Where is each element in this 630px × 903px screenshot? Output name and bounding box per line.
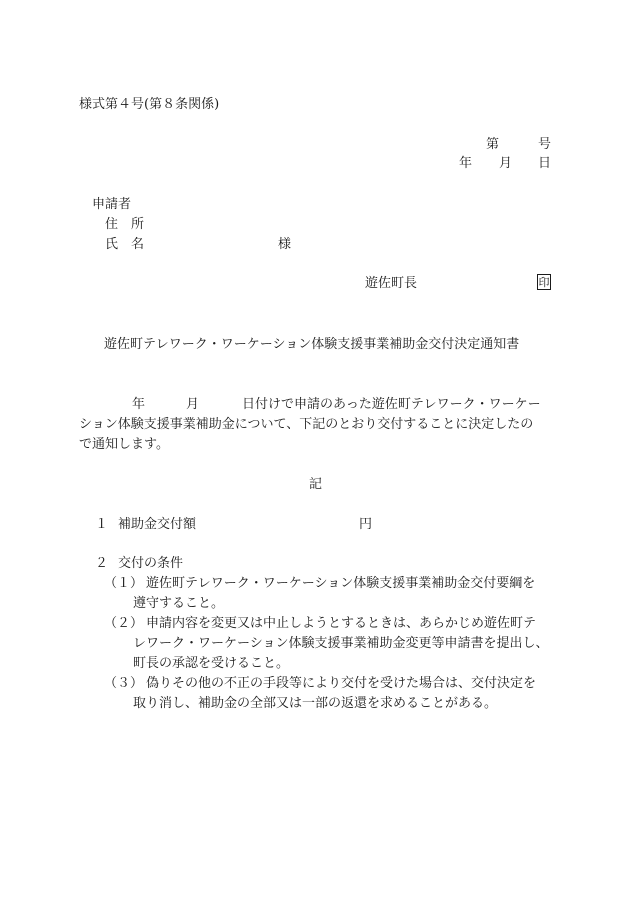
issuer-title: 遊佐町長 [365, 276, 418, 291]
date-day: 日 [538, 156, 552, 171]
date-year: 年 [459, 156, 473, 171]
applicant-address-label: 住 所 [105, 217, 145, 232]
condition-3-number: （３） [104, 676, 144, 691]
condition-1-line2: 遵守すること。 [133, 596, 225, 611]
ki-heading: 記 [309, 477, 323, 492]
body-line3: で通知します。 [79, 437, 169, 452]
condition-3-line1: 偽りその他の不正の手段等により交付を受けた場合は、交付決定を [146, 676, 537, 691]
body-month: 月 [186, 397, 200, 412]
form-number: 様式第４号(第８条関係) [79, 97, 220, 112]
section1-label: 補助金交付額 [118, 517, 197, 532]
condition-2-line1: 申請内容を変更又は中止しようとするときは、あらかじめ遊佐町テ [146, 616, 537, 631]
applicant-honorific: 様 [278, 237, 292, 252]
doc-number-dai: 第 [486, 137, 500, 152]
body-line2: ション体験支援事業補助金について、下記のとおり交付することに決定したの [79, 417, 534, 432]
section2-number: ２ [95, 556, 109, 571]
condition-1-number: （１） [104, 576, 144, 591]
document-title: 遊佐町テレワーク・ワーケーション体験支援事業補助金交付決定通知書 [104, 337, 520, 352]
condition-2-line2: レワーク・ワーケーション体験支援事業補助金変更等申請書を提出し、 [133, 636, 549, 651]
condition-3-line2: 取り消し、補助金の全部又は一部の返還を求めることがある。 [133, 696, 498, 711]
condition-1-line1: 遊佐町テレワーク・ワーケーション体験支援事業補助金交付要綱を [146, 576, 536, 591]
seal-mark: 印 [538, 275, 550, 289]
section2-label: 交付の条件 [118, 556, 184, 571]
doc-number-go: 号 [538, 137, 552, 152]
applicant-name-label: 氏 名 [105, 237, 145, 252]
condition-2-line3: 町長の承認を受けること。 [133, 656, 290, 671]
section1-number: １ [95, 517, 109, 532]
applicant-heading: 申請者 [92, 197, 132, 212]
section1-unit: 円 [359, 517, 373, 532]
body-year: 年 [132, 397, 146, 412]
date-month: 月 [499, 156, 513, 171]
body-line1-rest: 日付けで申請のあった遊佐町テレワーク・ワーケー [242, 397, 541, 412]
condition-2-number: （２） [104, 616, 144, 631]
